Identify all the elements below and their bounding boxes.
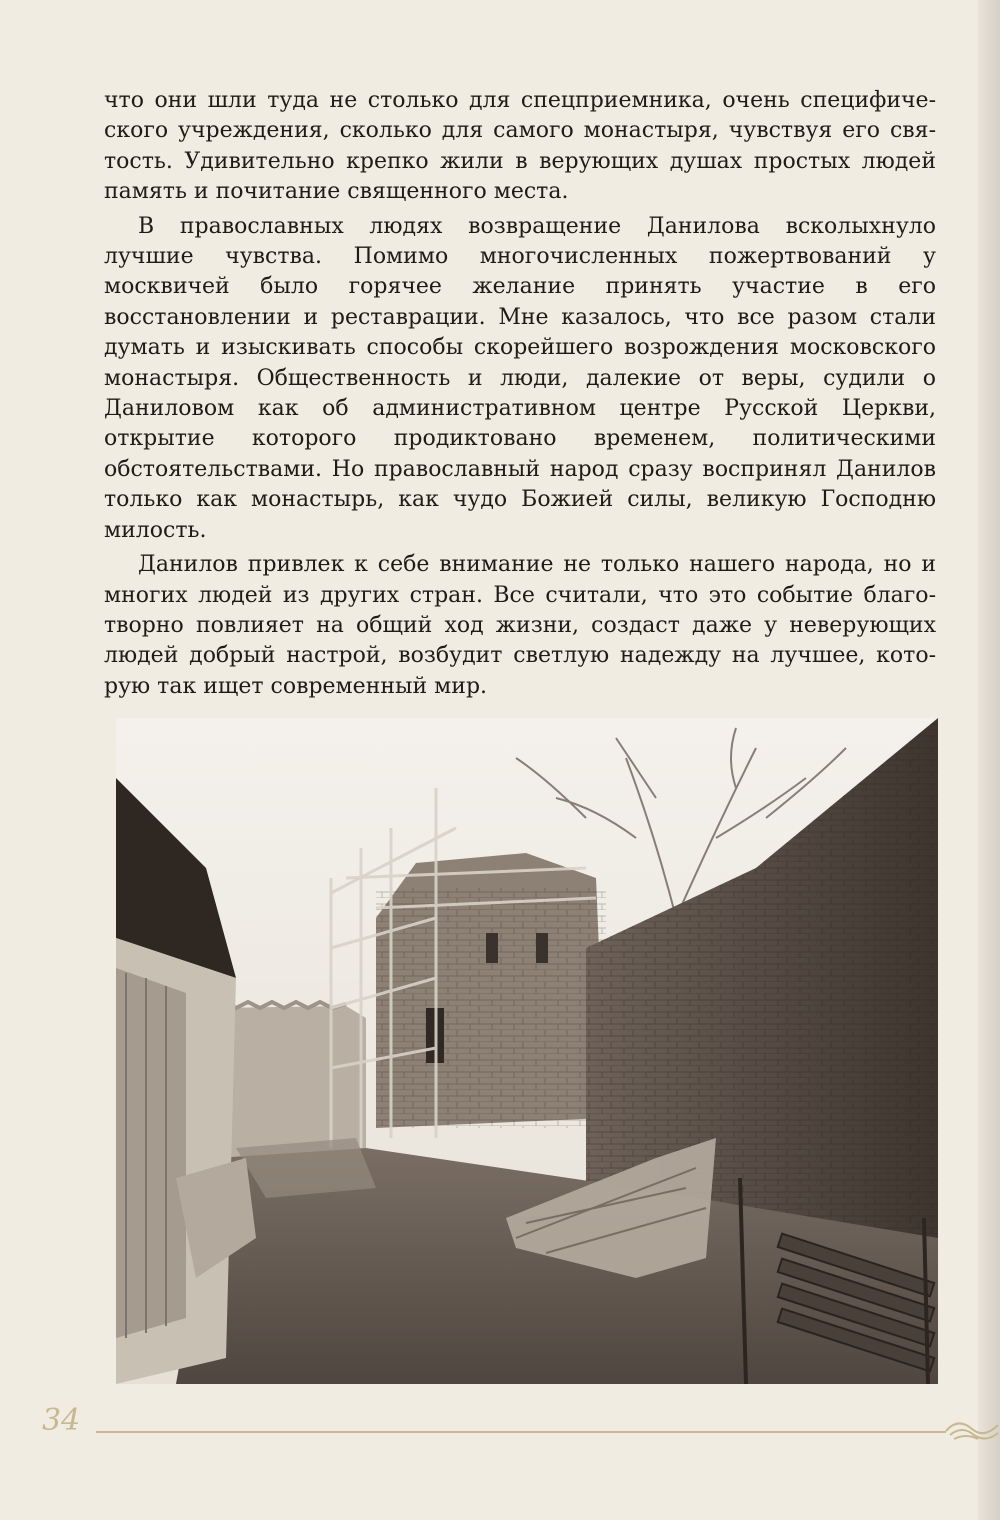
paragraph-1: что они шли туда не столько для спецприемника, очень специфического учреждения, сколько для самого монастыря, чувствуя его святость. Удивительно крепко жили в верующих душах простых людей память и почитание священного места. <box>104 88 936 205</box>
paragraph-3: Данилов привлек к себе внимание не только нашего народа, но и многих людей из других стран. Все считали, что это событие благотворно повлияет на общий ход жизни, создаст даже у неверующих людей добрый настрой, возбудит светлую надежду на лучшее, которую так ищет современный мир. <box>104 552 936 699</box>
ornament-icon <box>944 1411 1000 1451</box>
body-text <box>104 86 936 702</box>
monastery-wall-photo <box>116 718 938 1384</box>
paragraph-2: В православных людях возвращение Данилова всколыхнуло лучшие чувства. Помимо многочисленных пожертвований у москвичей было горячее желание принять участие в его восстановлении и реставрации. Мне казалось, что все разом стали думать и изыскивать способы скорейшего возрождения московского монастыря. Общественность и люди, далекие от веры, судили о Даниловом как об административном центре Русской Церкви, открытие которого продиктовано временем, политическими обстоятельствами. Но православный народ сразу воспринял Данилов только как монастырь, как чудо Божией силы, великую Господню милость. <box>104 213 936 543</box>
page-footer <box>0 1395 1000 1455</box>
page-number: 34 <box>42 1403 81 1438</box>
footer-rule <box>96 1431 946 1433</box>
page-edge <box>978 0 1000 1520</box>
